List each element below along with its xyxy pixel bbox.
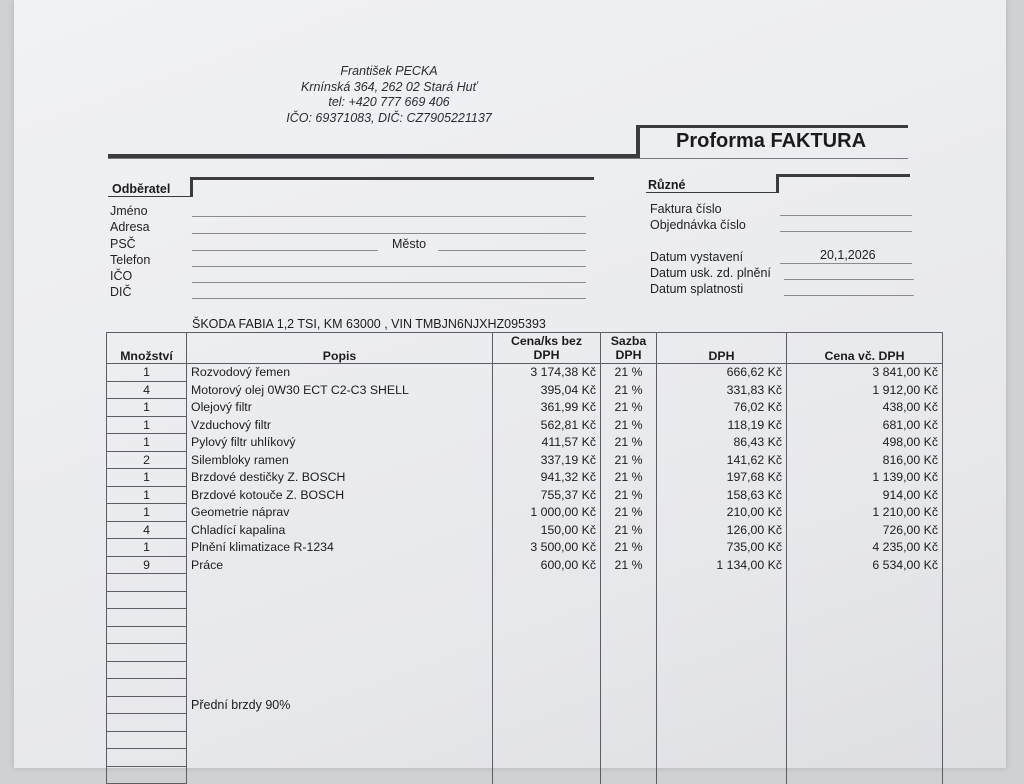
empty-cell: [107, 626, 187, 644]
due-date-field[interactable]: [784, 295, 914, 296]
empty-cell: [187, 749, 493, 767]
col-rate-header: Sazba DPH: [601, 333, 657, 364]
empty-cell: [601, 626, 657, 644]
col-total-header: Cena vč. DPH: [787, 333, 943, 364]
empty-row: [107, 714, 943, 732]
cell-vat: 126,00 Kč: [657, 521, 787, 539]
cell-vat-rate: 21 %: [601, 556, 657, 574]
table-row: [107, 521, 943, 539]
taxable-date-label: Datum usk. zd. plnění: [650, 266, 771, 280]
empty-cell: [601, 696, 657, 714]
empty-cell: [107, 591, 187, 609]
empty-row: [107, 679, 943, 697]
cell-description: Olejový filtr: [187, 399, 493, 417]
cell-vat-rate: 21 %: [601, 504, 657, 522]
customer-city-label: Město: [392, 237, 427, 251]
empty-cell: [493, 696, 601, 714]
empty-cell: [107, 696, 187, 714]
cell-vat-rate: 21 %: [601, 451, 657, 469]
cell-description: Chladící kapalina: [187, 521, 493, 539]
header-rule-step: [636, 125, 640, 158]
empty-cell: [657, 661, 787, 679]
empty-cell: [107, 661, 187, 679]
table-row: [107, 504, 943, 522]
empty-row: [107, 609, 943, 627]
cell-vat-rate: 21 %: [601, 399, 657, 417]
order-number-label: Objednávka číslo: [650, 218, 746, 232]
cell-qty: 1: [107, 399, 187, 417]
empty-cell: [601, 609, 657, 627]
empty-cell: [601, 644, 657, 662]
table-row: [107, 399, 943, 417]
table-row: [107, 556, 943, 574]
cell-vat-rate: 21 %: [601, 469, 657, 487]
invoice-number-label: Faktura číslo: [650, 202, 722, 216]
empty-cell: [601, 766, 657, 784]
empty-cell: [787, 626, 943, 644]
table-row: [107, 364, 943, 382]
empty-cell: [787, 644, 943, 662]
empty-cell: [493, 749, 601, 767]
cell-vat: 86,43 Kč: [657, 434, 787, 452]
customer-phone-field[interactable]: [192, 266, 586, 267]
empty-cell: [187, 574, 493, 592]
customer-name-field[interactable]: [192, 216, 586, 217]
customer-rule-thick: [190, 177, 594, 180]
empty-cell: [787, 714, 943, 732]
header-thin-rule: [108, 158, 908, 159]
cell-vat: 141,62 Kč: [657, 451, 787, 469]
empty-cell: [493, 766, 601, 784]
cell-vat-rate: 21 %: [601, 381, 657, 399]
issue-date-label: Datum vystavení: [650, 250, 744, 264]
cell-unit-price: 3 500,00 Kč: [493, 539, 601, 557]
cell-vat: 118,19 Kč: [657, 416, 787, 434]
empty-row: [107, 626, 943, 644]
cell-qty: 2: [107, 451, 187, 469]
empty-cell: [107, 644, 187, 662]
empty-cell: [601, 731, 657, 749]
cell-description: Rozvodový řemen: [187, 364, 493, 382]
cell-vat-rate: 21 %: [601, 521, 657, 539]
misc-rule-thick: [776, 174, 910, 177]
customer-phone-label: Telefon: [110, 253, 151, 267]
seller-block: [14, 64, 764, 126]
empty-cell: [601, 679, 657, 697]
items-header-row: [107, 333, 943, 364]
issue-date-value: 20,1,2026: [820, 248, 876, 262]
table-row: [107, 539, 943, 557]
empty-cell: [107, 766, 187, 784]
misc-rule-step: [776, 175, 779, 193]
cell-qty: 1: [107, 539, 187, 557]
empty-cell: [493, 609, 601, 627]
col-qty-header: Množství: [107, 333, 187, 364]
empty-cell: [657, 626, 787, 644]
empty-cell: [787, 591, 943, 609]
cell-vat-rate: 21 %: [601, 539, 657, 557]
cell-qty: 1: [107, 504, 187, 522]
seller-ids: IČO: 69371083, DIČ: CZ7905221137: [286, 110, 492, 125]
cell-vat: 331,83 Kč: [657, 381, 787, 399]
empty-cell: [657, 749, 787, 767]
table-row: [107, 469, 943, 487]
empty-cell: [601, 749, 657, 767]
cell-vat: 1 134,00 Kč: [657, 556, 787, 574]
empty-cell: [493, 714, 601, 732]
cell-unit-price: 395,04 Kč: [493, 381, 601, 399]
table-row: [107, 381, 943, 399]
empty-cell: [657, 609, 787, 627]
cell-qty: 1: [107, 416, 187, 434]
cell-qty: 1: [107, 434, 187, 452]
cell-description: Pylový filtr uhlíkový: [187, 434, 493, 452]
empty-cell: [787, 679, 943, 697]
cell-total: 816,00 Kč: [787, 451, 943, 469]
customer-rule-step: [190, 178, 193, 197]
empty-cell: [107, 731, 187, 749]
customer-address-label: Adresa: [110, 220, 150, 234]
cell-vat: 666,62 Kč: [657, 364, 787, 382]
cell-unit-price: 337,19 Kč: [493, 451, 601, 469]
cell-vat: 210,00 Kč: [657, 504, 787, 522]
empty-row: [107, 749, 943, 767]
table-row: [107, 416, 943, 434]
cell-vat-rate: 21 %: [601, 416, 657, 434]
empty-cell: [107, 749, 187, 767]
issue-date-field[interactable]: [780, 263, 912, 264]
empty-row: [107, 661, 943, 679]
empty-row: [107, 644, 943, 662]
empty-cell: [493, 644, 601, 662]
empty-cell: [787, 661, 943, 679]
cell-total: 1 912,00 Kč: [787, 381, 943, 399]
cell-unit-price: 941,32 Kč: [493, 469, 601, 487]
misc-section-label: Různé: [648, 178, 686, 192]
cell-vat-rate: 21 %: [601, 364, 657, 382]
cell-description: Silembloky ramen: [187, 451, 493, 469]
empty-cell: [787, 766, 943, 784]
empty-cell: [493, 731, 601, 749]
empty-cell: [187, 661, 493, 679]
cell-total: 6 534,00 Kč: [787, 556, 943, 574]
cell-vat: 158,63 Kč: [657, 486, 787, 504]
empty-cell: [107, 714, 187, 732]
customer-section-label: Odběratel: [112, 182, 171, 196]
empty-cell: [601, 661, 657, 679]
customer-zip-label: PSČ: [110, 237, 136, 251]
empty-cell: [657, 644, 787, 662]
table-row: [107, 434, 943, 452]
customer-dic-label: DIČ: [110, 285, 132, 299]
empty-row: [107, 731, 943, 749]
empty-cell: [187, 679, 493, 697]
cell-vat-rate: 21 %: [601, 434, 657, 452]
empty-cell: [187, 714, 493, 732]
customer-zip-field[interactable]: [192, 250, 378, 251]
cell-unit-price: 361,99 Kč: [493, 399, 601, 417]
doc-title: Proforma FAKTURA: [676, 130, 867, 152]
empty-cell: [187, 626, 493, 644]
table-row: [107, 451, 943, 469]
cell-unit-price: 411,57 Kč: [493, 434, 601, 452]
cell-unit-price: 3 174,38 Kč: [493, 364, 601, 382]
order-number-field[interactable]: [780, 231, 912, 232]
cell-unit-price: 150,00 Kč: [493, 521, 601, 539]
customer-ico-field[interactable]: [192, 282, 586, 283]
cell-vat: 735,00 Kč: [657, 539, 787, 557]
cell-description: Motorový olej 0W30 ECT C2-C3 SHELL: [187, 381, 493, 399]
seller-address: Krnínská 364, 262 02 Stará Huť: [300, 79, 478, 94]
empty-row: [107, 766, 943, 784]
cell-description: Plnění klimatizace R-1234: [187, 539, 493, 557]
cell-qty: 4: [107, 521, 187, 539]
cell-vat-rate: 21 %: [601, 486, 657, 504]
empty-cell: [107, 609, 187, 627]
misc-rule-thin: [646, 192, 776, 193]
cell-total: 1 139,00 Kč: [787, 469, 943, 487]
cell-unit-price: 600,00 Kč: [493, 556, 601, 574]
customer-name-label: Jméno: [110, 204, 148, 218]
invoice-number-field[interactable]: [780, 215, 912, 216]
seller-phone: tel: +420 777 669 406: [328, 95, 450, 109]
empty-cell: [187, 766, 493, 784]
invoice-paper: [14, 0, 1006, 768]
cell-description: Práce: [187, 556, 493, 574]
empty-cell: [493, 661, 601, 679]
empty-cell: [493, 591, 601, 609]
empty-cell: [107, 679, 187, 697]
cell-description: Brzdové kotouče Z. BOSCH: [187, 486, 493, 504]
cell-unit-price: 562,81 Kč: [493, 416, 601, 434]
cell-total: 1 210,00 Kč: [787, 504, 943, 522]
col-vat-header: DPH: [657, 333, 787, 364]
empty-cell: [493, 574, 601, 592]
empty-cell: [787, 749, 943, 767]
cell-unit-price: 755,37 Kč: [493, 486, 601, 504]
cell-total: 726,00 Kč: [787, 521, 943, 539]
cell-total: 498,00 Kč: [787, 434, 943, 452]
cell-vat: 76,02 Kč: [657, 399, 787, 417]
col-desc-header: Popis: [187, 333, 493, 364]
cell-qty: 9: [107, 556, 187, 574]
customer-rule-thin: [108, 196, 192, 197]
empty-cell: [601, 574, 657, 592]
customer-city-field[interactable]: [438, 250, 586, 251]
empty-cell: [187, 609, 493, 627]
empty-cell: [787, 574, 943, 592]
customer-ico-label: IČO: [110, 269, 133, 283]
cell-description: Vzduchový filtr: [187, 416, 493, 434]
empty-cell: [187, 644, 493, 662]
cell-unit-price: 1 000,00 Kč: [493, 504, 601, 522]
empty-cell: [787, 731, 943, 749]
cell-qty: 1: [107, 469, 187, 487]
empty-cell: [601, 714, 657, 732]
empty-cell: [657, 679, 787, 697]
col-unit-price-header: Cena/ks bez DPH: [493, 333, 601, 364]
empty-cell: [657, 731, 787, 749]
table-row: [107, 486, 943, 504]
empty-row: [107, 591, 943, 609]
empty-cell: [657, 696, 787, 714]
empty-cell: [187, 731, 493, 749]
customer-address-field[interactable]: [192, 233, 586, 234]
note-text: Přední brzdy 90%: [187, 696, 493, 714]
cell-total: 4 235,00 Kč: [787, 539, 943, 557]
empty-cell: [657, 766, 787, 784]
empty-cell: [493, 679, 601, 697]
cell-qty: 1: [107, 486, 187, 504]
due-date-label: Datum splatnosti: [650, 282, 744, 296]
cell-qty: 4: [107, 381, 187, 399]
empty-cell: [493, 626, 601, 644]
empty-cell: [601, 591, 657, 609]
cell-description: Brzdové destičky Z. BOSCH: [187, 469, 493, 487]
seller-name: František PECKA: [340, 64, 438, 78]
empty-cell: [107, 574, 187, 592]
empty-cell: [787, 696, 943, 714]
empty-row: [107, 696, 943, 714]
cell-total: 3 841,00 Kč: [787, 364, 943, 382]
cell-total: 681,00 Kč: [787, 416, 943, 434]
customer-dic-field[interactable]: [192, 298, 586, 299]
header-rule-right: [636, 125, 908, 128]
cell-description: Geometrie náprav: [187, 504, 493, 522]
empty-cell: [787, 609, 943, 627]
cell-qty: 1: [107, 364, 187, 382]
cell-vat: 197,68 Kč: [657, 469, 787, 487]
taxable-date-field[interactable]: [784, 279, 914, 280]
cell-total: 914,00 Kč: [787, 486, 943, 504]
items-table: [106, 332, 943, 784]
empty-cell: [657, 574, 787, 592]
empty-cell: [657, 591, 787, 609]
cell-total: 438,00 Kč: [787, 399, 943, 417]
empty-cell: [187, 591, 493, 609]
vehicle-info: ŠKODA FABIA 1,2 TSI, KM 63000 , VIN TMBJN6NJXHZ095393: [192, 317, 546, 331]
empty-cell: [657, 714, 787, 732]
empty-row: [107, 574, 943, 592]
